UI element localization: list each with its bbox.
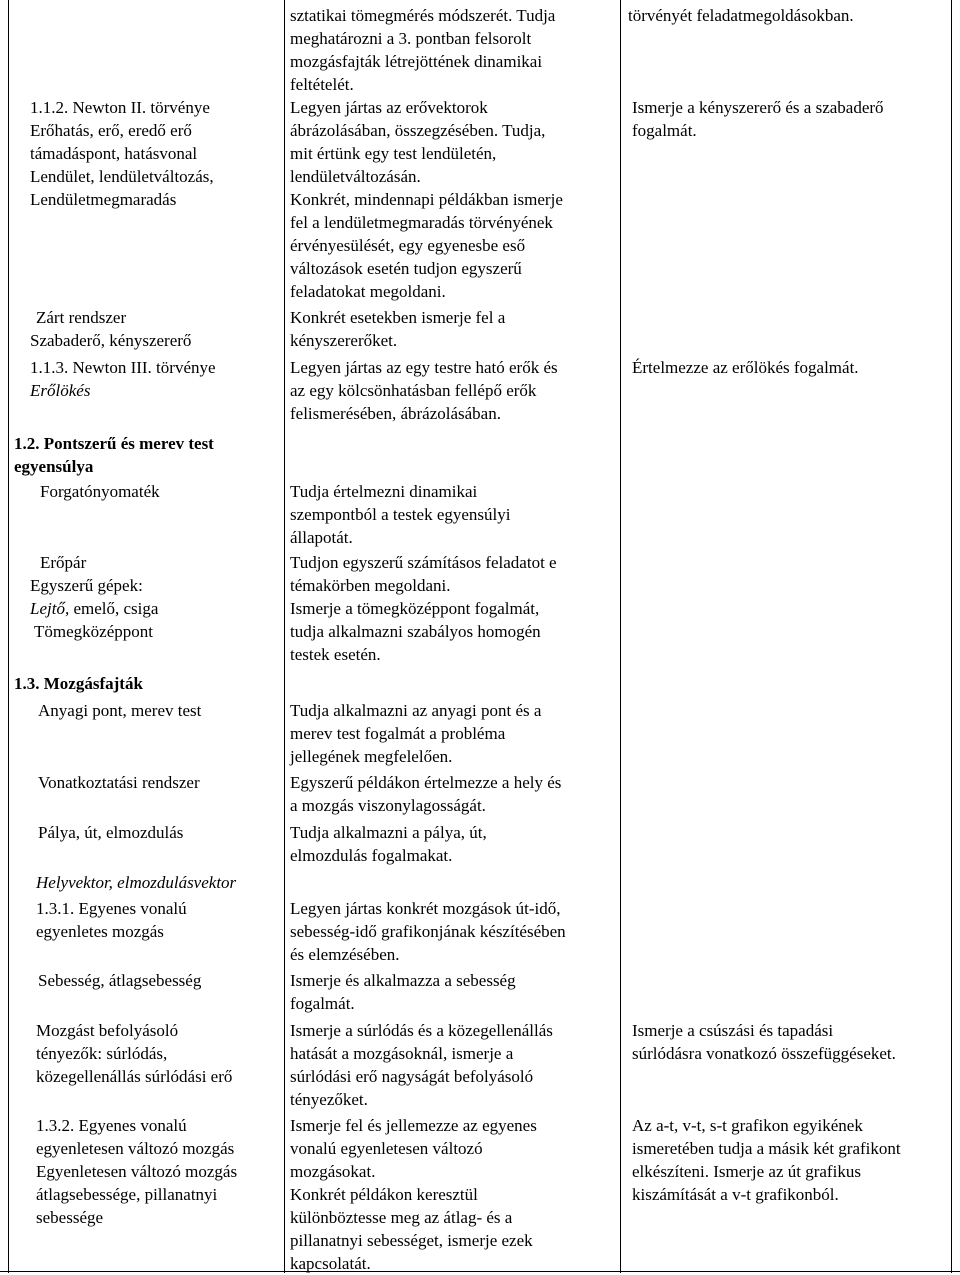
section-1-2-heading: 1.2. Pontszerű és merev test egyensúlya <box>14 434 214 476</box>
adv-paragraph-2: Értelmezze az erőlökés fogalmát. <box>632 358 859 377</box>
req-paragraph-12: Ismerje és alkalmazza a sebesség fogalmát. <box>290 971 516 1013</box>
erolokes-topic: Erőlökés <box>30 381 91 400</box>
table-column-divider-1 <box>284 0 285 1273</box>
req-paragraph-8: Tudja alkalmazni az anyagi pont és a merev test fogalmát a probléma jellegének megfelelően. <box>290 701 542 766</box>
req-paragraph-11: Legyen jártas konkrét mozgások út-idő, sebesség-idő grafikonjának készítésében és elemzésében. <box>290 899 566 964</box>
point-rigid-topic: Anyagi pont, merev test <box>38 701 202 720</box>
req-paragraph-7: Ismerje a tömegközéppont fogalmát, tudja alkalmazni szabályos homogén testek esetén. <box>290 599 541 664</box>
lever-topic <box>30 597 276 620</box>
couple-topic: Erőpár <box>40 553 87 572</box>
influencing-factors-topic: Mozgást befolyásoló tényezők: súrlódás, közegellenállás súrlódási erő <box>36 1021 233 1086</box>
section-1-3-heading: 1.3. Mozgásfajták <box>14 674 143 693</box>
table-border-right <box>951 0 952 1273</box>
req-paragraph-10: Tudja alkalmazni a pálya, út, elmozdulás fogalmakat. <box>290 823 487 865</box>
adv-paragraph-1: Ismerje a kényszererő és a szabaderő fogalmát. <box>632 98 884 140</box>
req-paragraph-9: Egyszerű példákon értelmezze a hely és a mozgás viszonylagosságát. <box>290 773 562 815</box>
req-paragraph-4: Legyen jártas az egy testre ható erők és az egy kölcsönhatásban fellépő erők felismerésében, ábrázolásában. <box>290 358 558 423</box>
req-paragraph-0: sztatikai tömegmérés módszerét. Tudja meghatározni a 3. pontban felsorolt mozgásfajták létrejöttének dinamikai feltételét. <box>290 6 556 94</box>
adv-paragraph-4: Az a-t, v-t, s-t grafikon egyikének ismeretében tudja a másik két grafikont elkészíteni. Ismerje az út grafikus kiszámítását a v-t grafikonból. <box>632 1116 901 1204</box>
newton2-topics: Erőhatás, erő, eredő erő támadáspont, hatásvonal Lendület, lendületváltozás, Lendületmegmaradás <box>30 121 214 209</box>
accelerated-motion-heading: 1.3.2. Egyenes vonalú egyenletesen változó mozgás Egyenletesen változó mozgás átlagsebessége, pillanatnyi sebessége <box>36 1116 238 1227</box>
req-paragraph-1: Legyen jártas az erővektorok ábrázolásában, összegzésében. Tudja, mit értünk egy test lendületén, lendületváltozásán. <box>290 98 546 186</box>
reference-frame-topic: Vonatkoztatási rendszer <box>38 773 200 792</box>
newton2-heading: 1.1.2. Newton II. törvénye <box>30 98 210 117</box>
req-paragraph-6: Tudjon egyszerű számításos feladatot e témakörben megoldani. <box>290 553 557 595</box>
position-vector-topic: Helyvektor, elmozdulásvektor <box>36 873 237 892</box>
uniform-motion-heading: 1.3.1. Egyenes vonalú egyenletes mozgás <box>36 899 187 941</box>
center-of-mass-topic: Tömegközéppont <box>34 622 153 641</box>
trajectory-topic: Pálya, út, elmozdulás <box>38 823 184 842</box>
req-paragraph-5: Tudja értelmezni dinamikai szempontból a testek egyensúlyi állapotát. <box>290 482 511 547</box>
lever-rest-label: emelő, csiga <box>69 599 159 618</box>
speed-topic: Sebesség, átlagsebesség <box>38 971 202 990</box>
forces-topic: Szabaderő, kényszererő <box>30 331 192 350</box>
closed-system-topic: Zárt rendszer <box>36 308 127 327</box>
req-paragraph-2: Konkrét, mindennapi példákban ismerje fel a lendületmegmaradás törvényének érvényesülését, egy egyenesbe eső változások esetén tudjon egyszerű feladatokat megoldani. <box>290 190 563 301</box>
newton3-heading: 1.1.3. Newton III. törvénye <box>30 358 216 377</box>
table-border-left <box>8 0 9 1273</box>
req-paragraph-15: Konkrét példákon keresztül különböztesse meg az átlag- és a pillanatnyi sebességet, ismerje ezek kapcsolatát. <box>290 1185 533 1273</box>
lever-italic-label: Lejtő, <box>30 599 70 618</box>
req-paragraph-14: Ismerje fel és jellemezze az egyenes vonalú egyenletesen változó mozgásokat. <box>290 1116 537 1181</box>
req-paragraph-3: Konkrét esetekben ismerje fel a kényszererőket. <box>290 308 506 350</box>
torque-topic: Forgatónyomaték <box>40 482 160 501</box>
adv-paragraph-0: törvényét feladatmegoldásokban. <box>628 6 854 25</box>
simple-machines-topic: Egyszerű gépek: <box>30 576 143 595</box>
req-paragraph-13: Ismerje a súrlódás és a közegellenállás hatását a mozgásoknál, ismerje a súrlódási erő nagyságát befolyásoló tényezőket. <box>290 1021 553 1109</box>
adv-paragraph-3: Ismerje a csúszási és tapadási súrlódásra vonatkozó összefüggéseket. <box>632 1021 896 1063</box>
table-column-divider-2 <box>620 0 621 1273</box>
